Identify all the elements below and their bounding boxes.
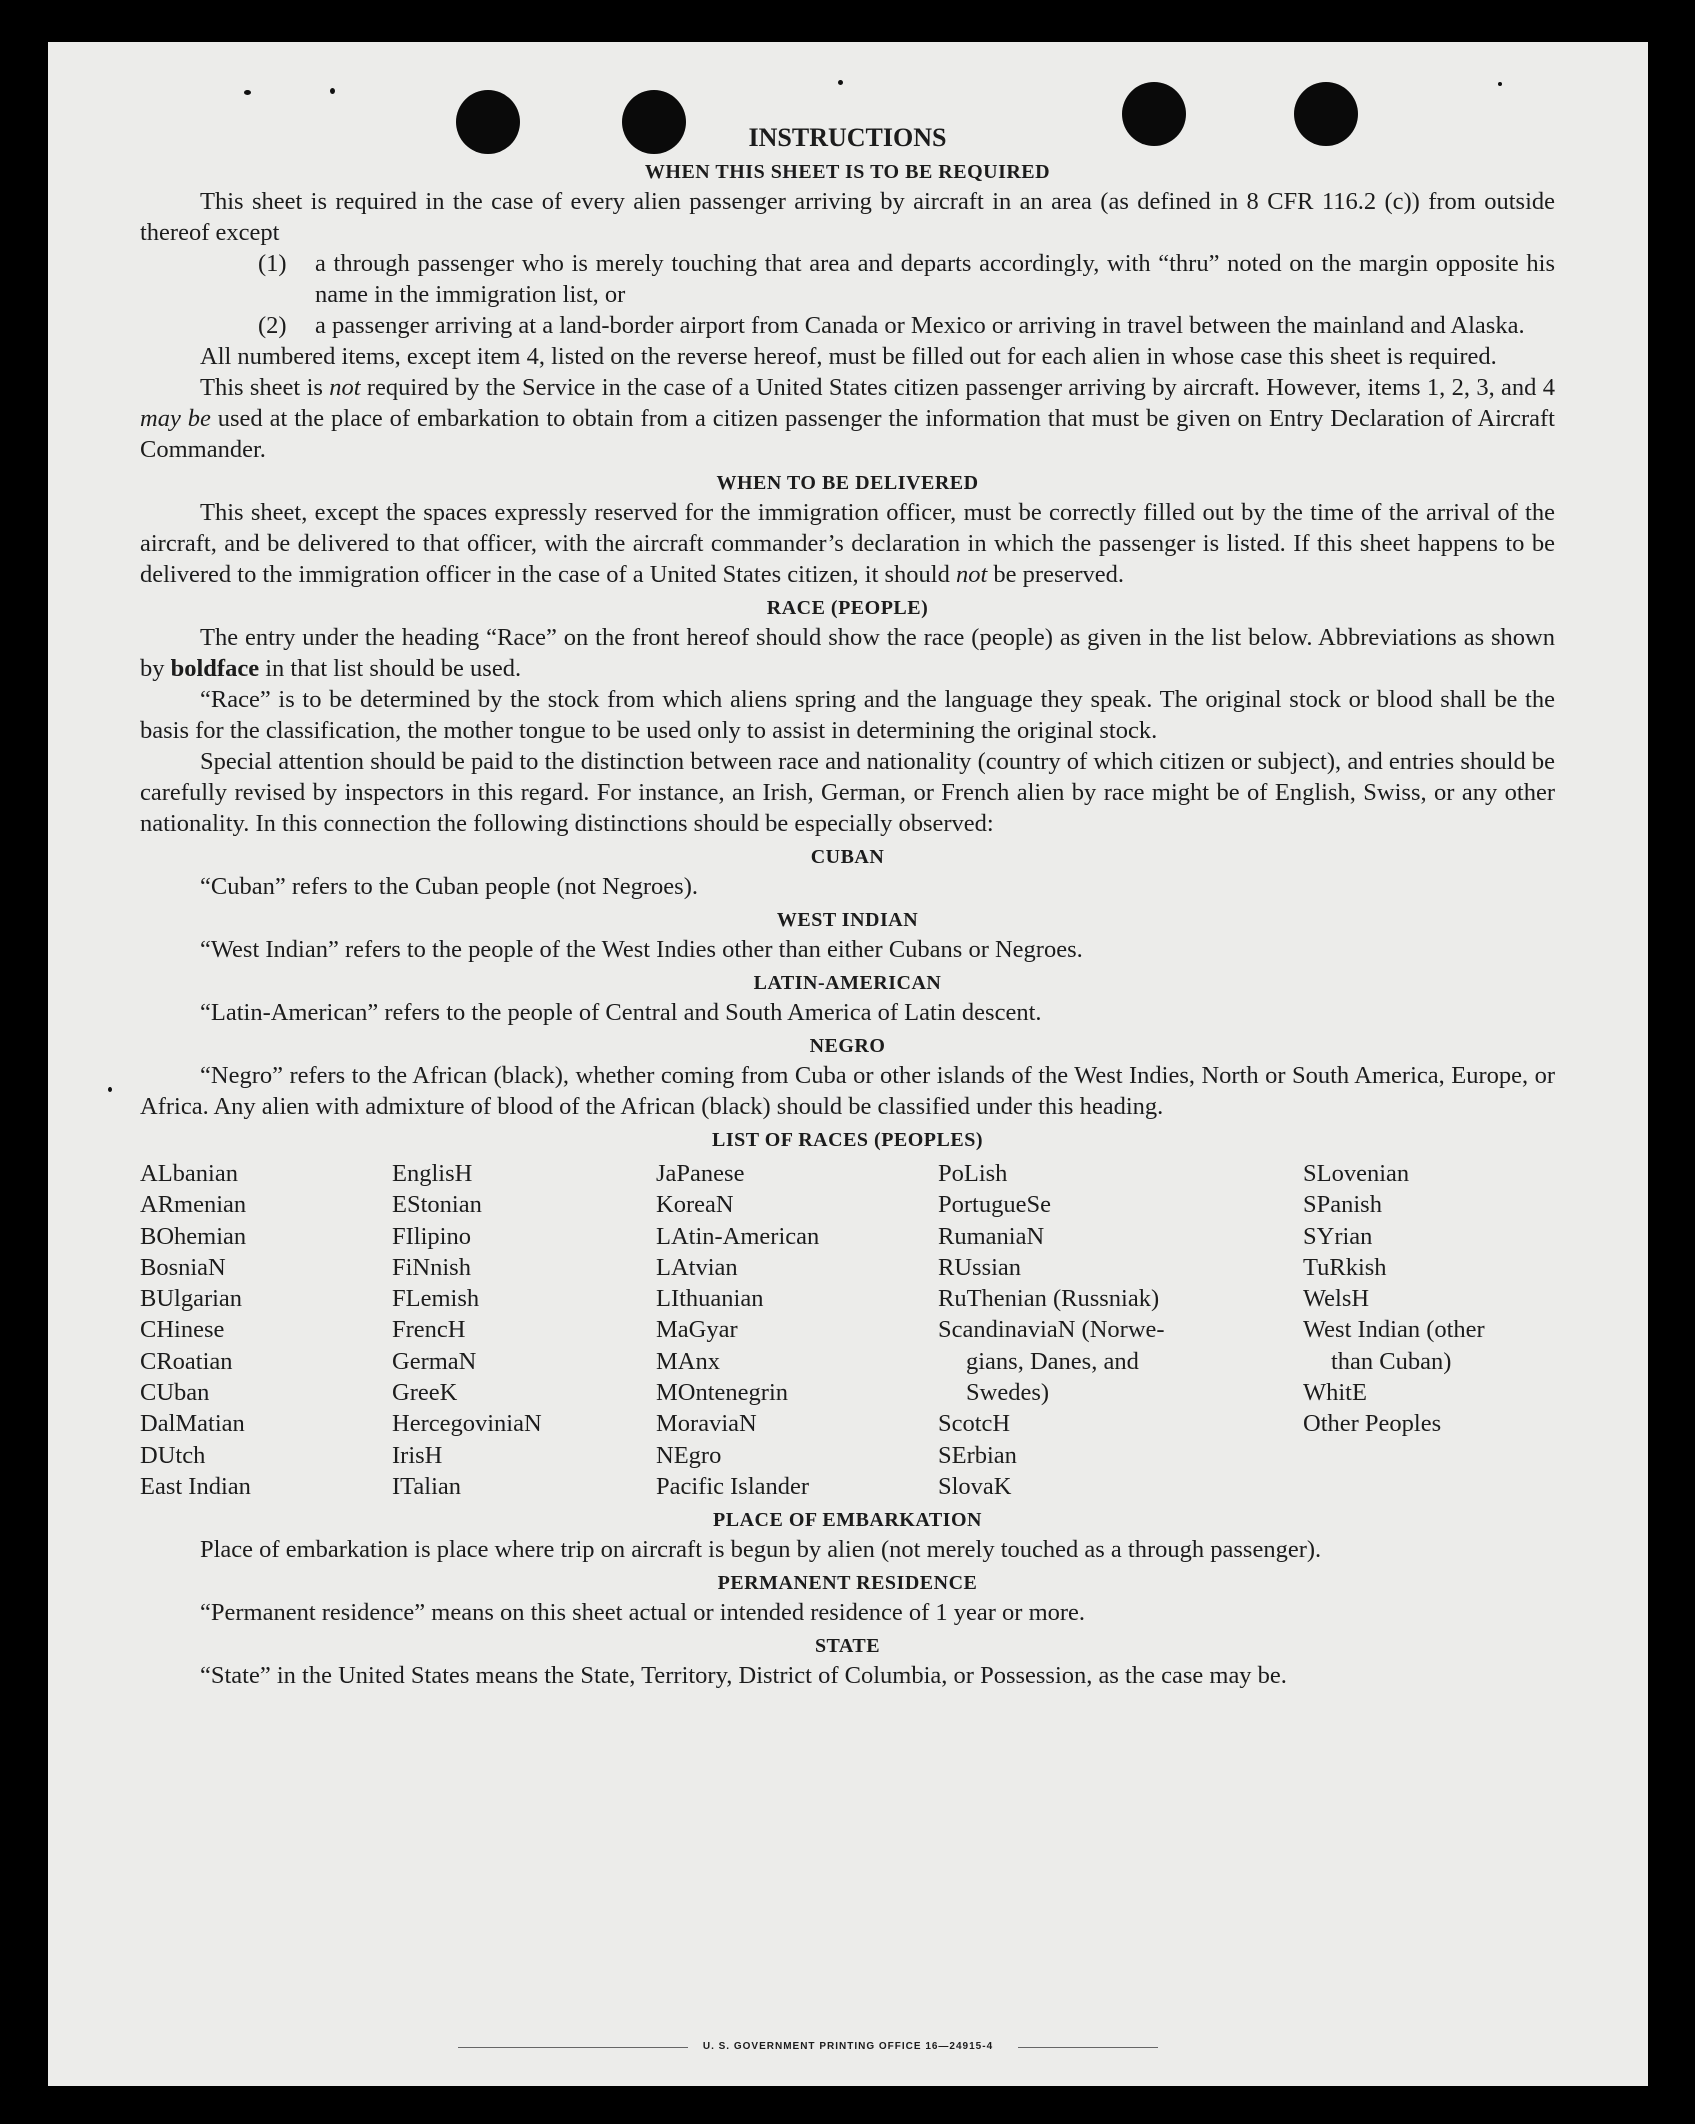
text-run: be preserved. (987, 561, 1125, 588)
citizen-paragraph (140, 372, 1555, 465)
races-list (140, 1158, 1555, 1502)
race-paragraph-1 (140, 622, 1555, 684)
races-column-4 (938, 1158, 1303, 1502)
race-entry: EStonian (392, 1191, 482, 1219)
cuban-definition: “Cuban” refers to the Cuban people (not Negroes). (200, 873, 698, 900)
speck (838, 80, 843, 85)
race-entry: CUban (140, 1379, 210, 1407)
race-entry: GreeK (392, 1379, 458, 1407)
exception-item-2 (140, 310, 1555, 341)
section-heading-cuban: CUBAN (810, 846, 885, 868)
exception-item-1 (140, 248, 1555, 310)
numbered-items-paragraph: All numbered items, except item 4, listed on the reverse hereof, must be filled out for each alien in whose case this sheet is required. (200, 343, 1497, 370)
race-entry: BOhemian (140, 1222, 247, 1250)
section-heading-latin-american: LATIN-AMERICAN (753, 972, 942, 994)
race-entry: LAtin-American (656, 1222, 820, 1250)
race-entry: FiNnish (392, 1253, 471, 1281)
race-entry: MaGyar (656, 1316, 738, 1344)
race-entry: West Indian (other (1303, 1316, 1485, 1344)
required-intro: This sheet is required in the case of every alien passenger arriving by aircraft in an area (as defined in 8 CFR 116.2 (c)) from outside thereof except (140, 188, 1555, 246)
races-column-5 (1303, 1158, 1555, 1502)
imprint-rule-left (458, 2047, 688, 2048)
text-run: This sheet is (200, 374, 330, 401)
race-entry: LIthuanian (656, 1285, 764, 1313)
residence-definition: “Permanent residence” means on this sheet actual or intended residence of 1 year or more. (200, 1599, 1086, 1627)
speck (330, 88, 335, 94)
race-entry: DalMatian (140, 1410, 245, 1438)
race-entry: WhitE (1303, 1379, 1367, 1407)
race-entry: BosniaN (140, 1253, 226, 1281)
instructions-content (140, 122, 1555, 1691)
race-entry: IrisH (392, 1441, 443, 1469)
race-entry-continuation: than Cuban) (1331, 1347, 1452, 1375)
italic-run: not (955, 561, 988, 588)
race-entry: MOntenegrin (656, 1379, 788, 1407)
race-entry: RUssian (938, 1253, 1022, 1281)
race-entry: SErbian (938, 1441, 1017, 1469)
italic-run: not (329, 374, 361, 401)
section-heading-delivered: WHEN TO BE DELIVERED (716, 472, 979, 494)
item-number: (2) (258, 312, 287, 339)
bold-run: boldface (170, 655, 260, 682)
negro-definition: “Negro” refers to the African (black), whether coming from Cuba or other islands of the West Indies, North or South America, Europe, or Africa. Any alien with admixture of blood of the African (black) should be classified under this heading. (140, 1062, 1555, 1120)
printer-imprint: U. S. GOVERNMENT PRINTING OFFICE 16—24915-4 (702, 2041, 994, 2052)
race-entry: HercegoviniaN (392, 1410, 542, 1438)
race-entry: SYrian (1303, 1222, 1373, 1250)
race-entry: MAnx (656, 1347, 720, 1375)
latin-american-definition: “Latin-American” refers to the people of Central and South America of Latin descent. (200, 999, 1042, 1026)
section-heading-negro: NEGRO (809, 1035, 886, 1057)
item-text: a through passenger who is merely touching that area and departs accordingly, with “thru” noted on the margin opposite his name in the immigration list, or (315, 250, 1555, 308)
race-entry: SLovenian (1303, 1160, 1410, 1187)
item-text: a passenger arriving at a land-border airport from Canada or Mexico or arriving in travel between the mainland and Alaska. (315, 312, 1525, 339)
race-entry: FIlipino (392, 1222, 471, 1250)
state-definition: “State” in the United States means the State, Territory, District of Columbia, or Possession, as the case may be. (200, 1662, 1287, 1690)
section-heading-race: RACE (PEOPLE) (766, 597, 929, 619)
italic-run: may be (140, 405, 211, 432)
speck (1498, 82, 1502, 86)
text-run: The entry under the heading “Race” on the front hereof should show the race (people) as given in the list below. Abbreviations as shown by (140, 624, 1555, 682)
race-entry: DUtch (140, 1441, 206, 1469)
section-heading-residence: PERMANENT RESIDENCE (717, 1572, 978, 1595)
race-entry: NEgro (656, 1441, 722, 1469)
item-number: (1) (258, 250, 287, 277)
race-entry: ARmenian (140, 1191, 247, 1219)
embarkation-definition: Place of embarkation is place where trip on aircraft is begun by alien (not merely touched as a through passenger). (200, 1536, 1322, 1564)
race-entry: GermaN (392, 1347, 477, 1375)
text-run: This sheet, except the spaces expressly reserved for the immigration officer, must be correctly filled out by the time of the arrival of the aircraft, and be delivered to that officer, with the aircraft commander’s declaration in which the passenger is listed. If this sheet happens to be delivered to the immigration officer in the case of a United States citizen, it should (140, 499, 1555, 588)
race-entry: LAtvian (656, 1253, 738, 1281)
race-entry: CRoatian (140, 1347, 233, 1375)
race-entry: CHinese (140, 1316, 225, 1344)
race-entry: Other Peoples (1303, 1410, 1442, 1438)
race-entry: ScotcH (938, 1410, 1011, 1438)
section-heading-embarkation: PLACE OF EMBARKATION (713, 1509, 982, 1532)
race-entry: RuThenian (Russniak) (938, 1285, 1160, 1313)
race-entry: WelsH (1303, 1285, 1370, 1313)
text-run: required by the Service in the case of a United States citizen passenger arriving by aircraft. However, items 1, 2, 3, and 4 (360, 374, 1555, 401)
race-entry: PortugueSe (938, 1191, 1051, 1219)
races-column-1 (140, 1158, 392, 1502)
race-entry: SPanish (1303, 1191, 1382, 1219)
race-paragraph-3: Special attention should be paid to the distinction between race and nationality (country of which citizen or subject), and entries should be carefully revised by inspectors in this regard. For instance, an Irish, German, or French alien by race might be of English, Swiss, or any other nationality. In this connection the following distinctions should be especially observed: (140, 748, 1555, 837)
race-entry: KoreaN (656, 1191, 734, 1219)
race-entry: SlovaK (938, 1472, 1012, 1500)
race-entry: East Indian (140, 1472, 251, 1500)
page-title: INSTRUCTIONS (748, 123, 947, 152)
race-entry: ALbanian (140, 1160, 238, 1187)
race-entry: MoraviaN (656, 1410, 757, 1438)
text-run: used at the place of embarkation to obtain from a citizen passenger the information that must be given on Entry Declaration of Aircraft Commander. (140, 405, 1555, 463)
race-entry: ITalian (392, 1472, 462, 1500)
delivered-paragraph (140, 497, 1555, 590)
imprint-rule-right (1018, 2047, 1158, 2048)
race-entry: EnglisH (392, 1160, 473, 1187)
races-column-3 (656, 1158, 938, 1502)
section-heading-state: STATE (814, 1635, 881, 1658)
race-entry: ScandinaviaN (Norwe- (938, 1316, 1165, 1344)
race-entry: Pacific Islander (656, 1472, 810, 1500)
race-entry: TuRkish (1303, 1253, 1387, 1281)
text-run: in that list should be used. (259, 655, 522, 682)
section-heading-required: WHEN THIS SHEET IS TO BE REQUIRED (644, 161, 1051, 183)
section-heading-list-of-races: LIST OF RACES (PEOPLES) (711, 1129, 983, 1151)
speck (108, 1087, 112, 1092)
race-entry: PoLish (938, 1160, 1008, 1187)
race-entry: FrencH (392, 1316, 466, 1344)
race-entry-continuation: gians, Danes, and (966, 1347, 1139, 1375)
race-entry: FLemish (392, 1285, 480, 1313)
race-entry: RumaniaN (938, 1222, 1045, 1250)
races-column-2 (392, 1158, 656, 1502)
speck (244, 90, 251, 95)
race-paragraph-2: “Race” is to be determined by the stock from which aliens spring and the language they speak. The original stock or blood shall be the basis for the classification, the mother tongue to be used only to assist in determining the original stock. (140, 686, 1555, 744)
race-entry: BUlgarian (140, 1285, 243, 1313)
race-entry: JaPanese (656, 1160, 745, 1187)
west-indian-definition: “West Indian” refers to the people of the West Indies other than either Cubans or Negroes. (200, 936, 1083, 963)
section-heading-west-indian: WEST INDIAN (776, 909, 919, 931)
race-entry-continuation: Swedes) (966, 1379, 1050, 1407)
